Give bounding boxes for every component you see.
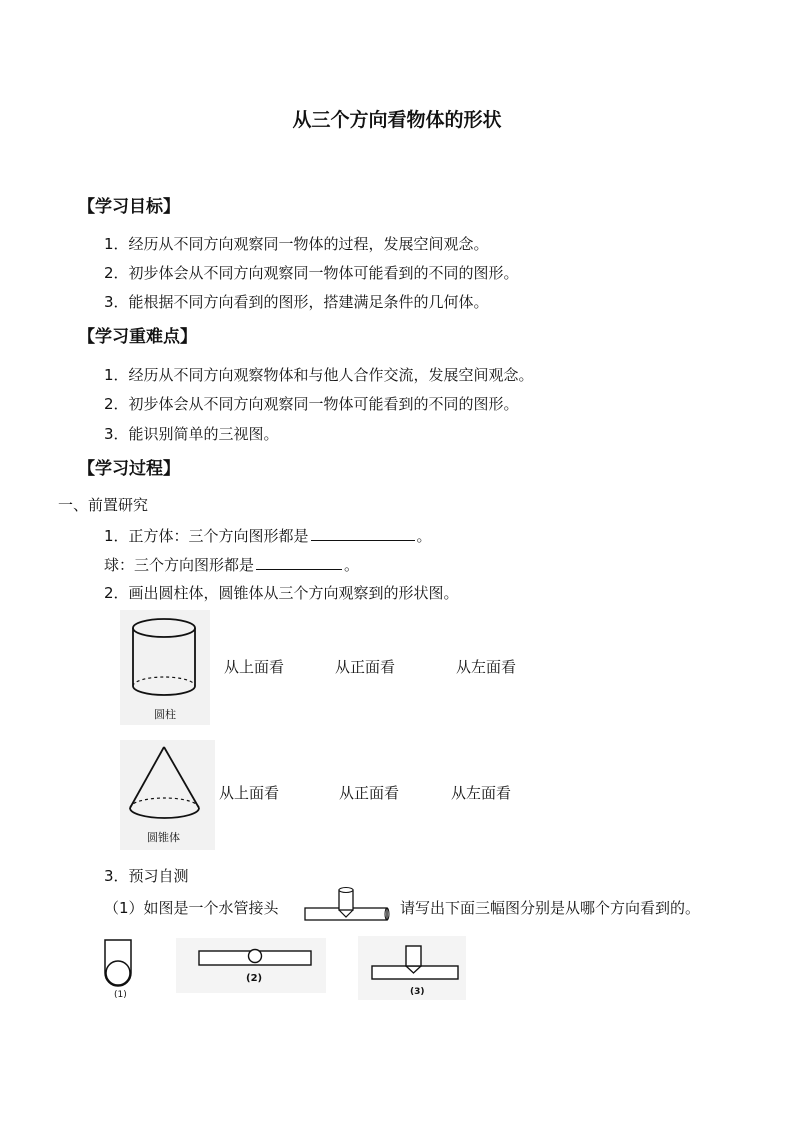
process-heading: 【学习过程】	[78, 459, 180, 479]
question-3-1-text: （1）如图是一个水管接头	[104, 899, 279, 917]
keypoint-item-2: 2．初步体会从不同方向观察同一物体可能看到的不同的图形。	[104, 395, 519, 413]
pipe-joint-figure	[300, 884, 392, 929]
question-3: 3．预习自测	[104, 867, 189, 885]
view-label-top-2: 从上面看	[219, 784, 280, 802]
view-label-left-2: 从左面看	[451, 784, 512, 802]
question-1a-text: 1．正方体：三个方向图形都是	[104, 527, 309, 545]
part1-heading: 一、前置研究	[58, 496, 149, 514]
view-label-front-1: 从正面看	[335, 658, 396, 676]
question-1b-end: 。	[344, 556, 360, 574]
answer-blank[interactable]	[256, 553, 342, 570]
view-figure-1-label: (1)	[114, 990, 127, 1000]
page-title: 从三个方向看物体的形状	[292, 109, 502, 131]
cone-caption: 圆锥体	[147, 831, 180, 844]
goal-item-1: 1．经历从不同方向观察同一物体的过程，发展空间观念。	[104, 235, 489, 253]
view-label-top-1: 从上面看	[224, 658, 285, 676]
keypoint-item-1: 1．经历从不同方向观察物体和与他人合作交流，发展空间观念。	[104, 366, 534, 384]
view-figure-2-label: (2)	[246, 973, 263, 984]
question-3-1-instruction: 请写出下面三幅图分别是从哪个方向看到的。	[400, 899, 701, 917]
question-2: 2．画出圆柱体，圆锥体从三个方向观察到的形状图。	[104, 584, 459, 602]
keypoints-heading: 【学习重难点】	[78, 327, 197, 347]
question-1b-text: 球：三个方向图形都是	[104, 556, 255, 574]
view-figure-2	[176, 938, 326, 993]
answer-blank[interactable]	[311, 524, 415, 541]
view-label-left-1: 从左面看	[456, 658, 517, 676]
goals-heading: 【学习目标】	[78, 197, 180, 217]
view-label-front-2: 从正面看	[339, 784, 400, 802]
keypoint-item-3: 3．能识别简单的三视图。	[104, 425, 279, 443]
question-1a-end: 。	[416, 527, 432, 545]
cylinder-caption: 圆柱	[154, 708, 176, 721]
question-1b	[104, 553, 359, 575]
goal-item-3: 3．能根据不同方向看到的图形，搭建满足条件的几何体。	[104, 293, 489, 311]
goal-item-2: 2．初步体会从不同方向观察同一物体可能看到的不同的图形。	[104, 264, 519, 282]
view-figure-3-label: (3)	[410, 987, 425, 997]
question-1a	[104, 524, 432, 546]
